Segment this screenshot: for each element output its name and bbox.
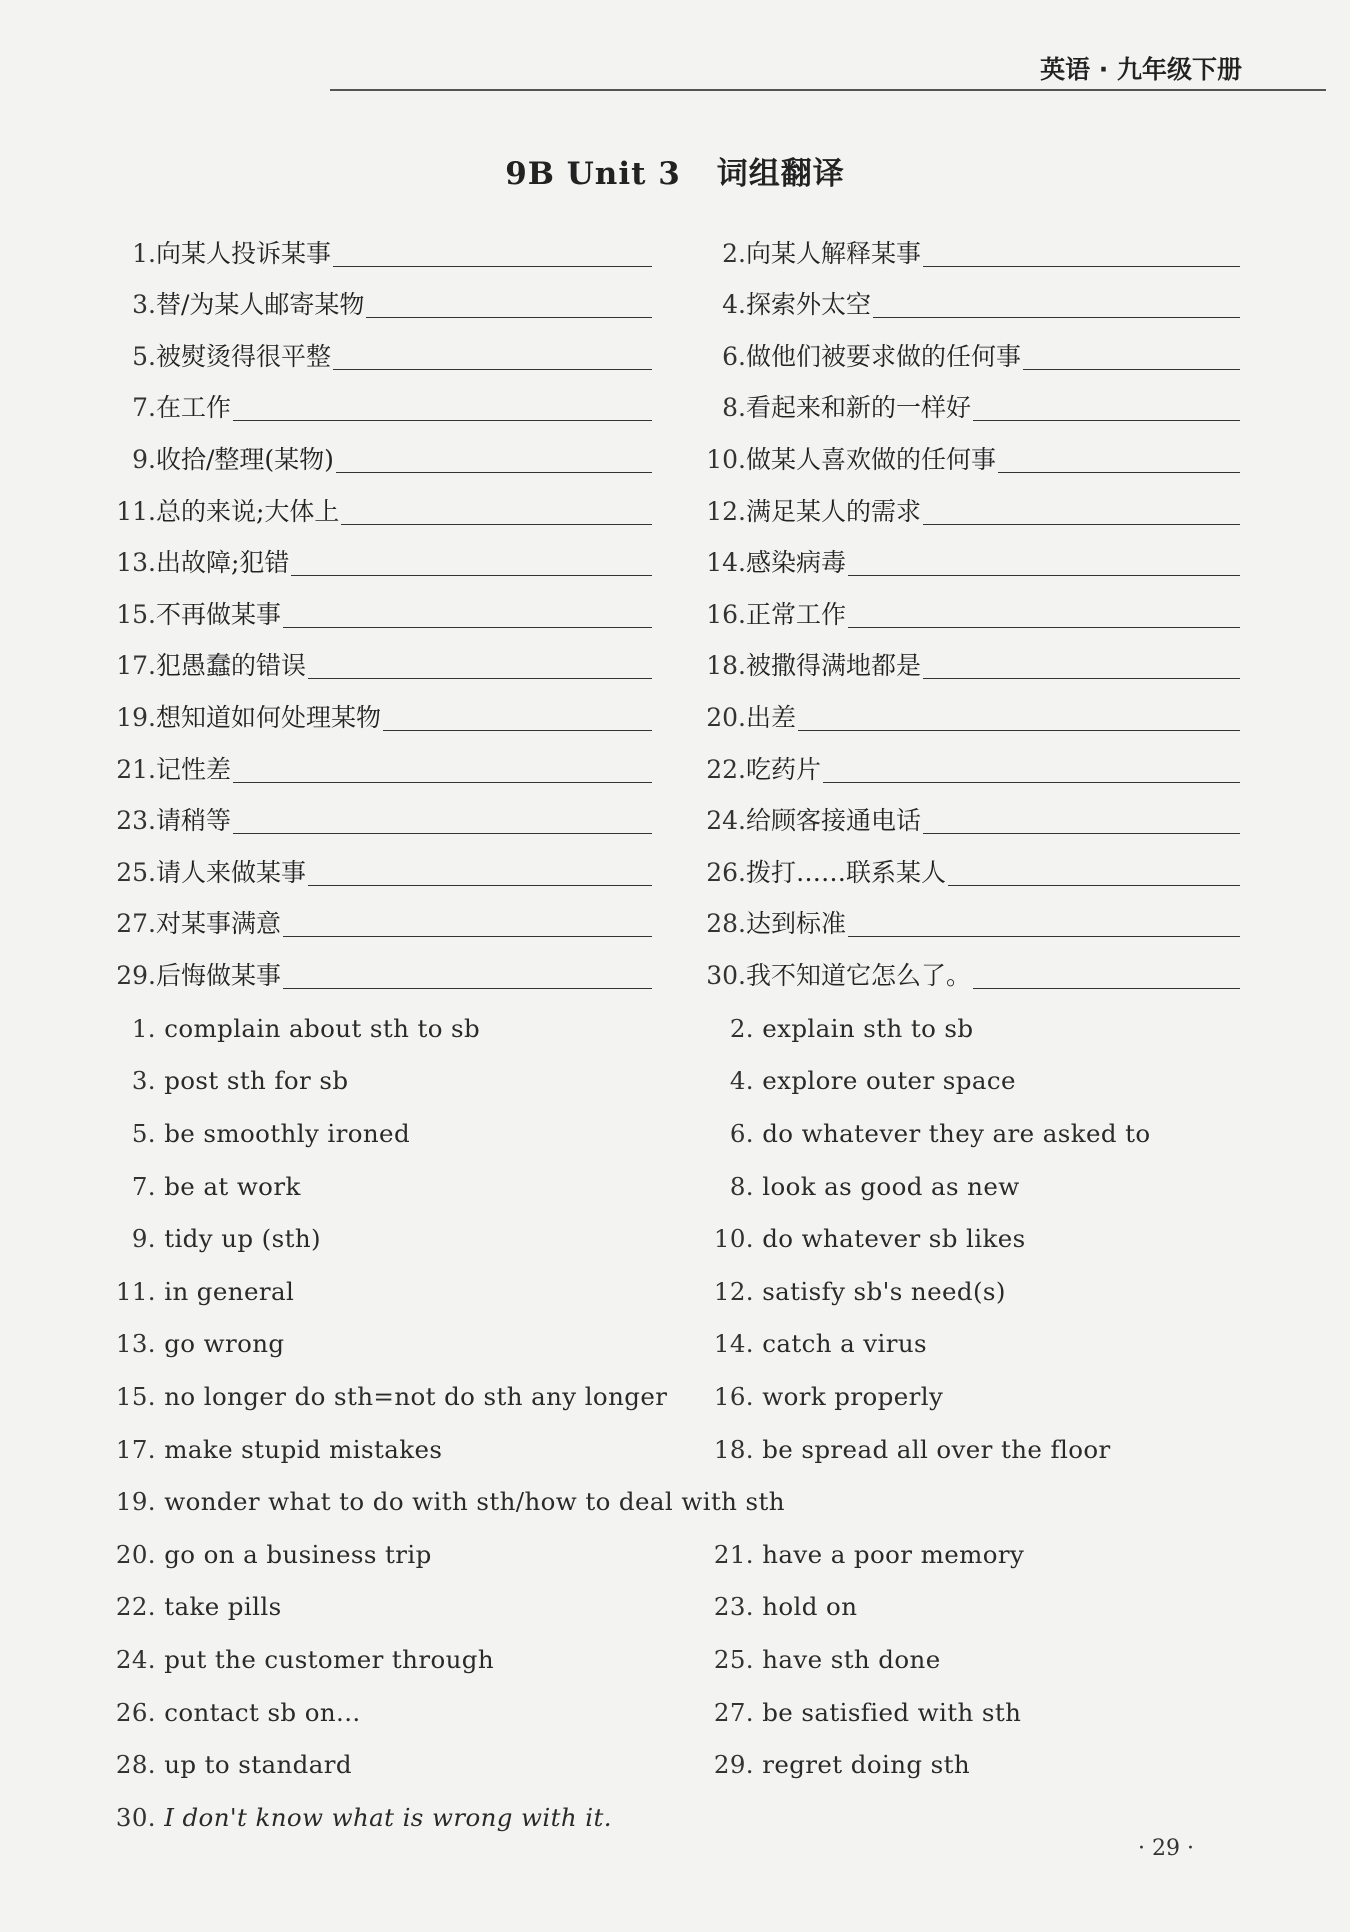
answer-text: do whatever sb likes [762,1224,1026,1254]
phrase-item [112,741,664,793]
answer-item [112,1212,702,1265]
item-number: 15. [115,1381,156,1411]
answer-text: put the customer through [164,1644,495,1674]
answer-item [702,1370,1240,1423]
answer-text: up to standard [164,1750,352,1780]
answer-item [702,1318,1240,1371]
answer-item [112,1318,702,1371]
phrase-item [112,793,664,845]
page-number: · 29 · [1138,1836,1194,1861]
answer-item [702,1160,1240,1213]
item-number: 9. [131,1224,156,1254]
item-number: 10. [713,1224,754,1254]
phrase-text: 吃药片 [746,754,822,784]
answer-text: explain sth to sb [762,1013,974,1043]
item-number: 27. [116,909,156,939]
answer-item [112,1423,702,1476]
page-header: 英语 · 九年级下册 [1040,55,1242,84]
item-number: 5. [132,341,156,371]
answer-blank[interactable] [333,369,652,370]
answer-blank[interactable] [291,575,652,576]
answer-item [112,1633,702,1686]
phrase-item [694,277,1240,329]
phrase-item [112,535,664,587]
answer-text: wonder what to do with sth/how to deal with sth [164,1487,785,1517]
item-number: 21. [116,754,156,784]
phrase-text: 不再做某事 [156,599,282,629]
phrase-text: 在工作 [156,393,232,423]
answer-item [112,1055,702,1108]
answer-text: be spread all over the floor [762,1434,1111,1464]
answer-item [112,1686,702,1739]
phrase-text: 给顾客接通电话 [746,806,922,836]
item-number: 6. [722,341,746,371]
item-number: 21. [713,1539,754,1569]
answer-item [702,1107,1240,1160]
answer-text: have a poor memory [762,1539,1025,1569]
item-number: 2. [729,1013,754,1043]
answer-text: regret doing sth [762,1750,971,1780]
answer-blank[interactable] [798,730,1240,731]
item-number: 13. [116,548,156,578]
answer-item [112,1475,1240,1528]
phrase-item [694,793,1240,845]
answer-item [112,1002,702,1055]
phrase-item [694,586,1240,638]
phrase-text: 向某人解释某事 [746,238,922,268]
phrase-text: 替/为某人邮寄某物 [156,290,365,320]
phrase-item [112,947,664,999]
item-number: 11. [115,1276,156,1306]
phrase-text: 犯愚蠢的错误 [156,651,307,681]
item-number: 29. [116,960,156,990]
answer-text: look as good as new [762,1171,1020,1201]
page-title [0,148,1350,193]
answer-item [702,1212,1240,1265]
item-number: 8. [729,1171,754,1201]
item-number: 29. [713,1750,754,1780]
item-number: 23. [713,1592,754,1622]
answer-blank[interactable] [383,730,652,731]
answer-blank[interactable] [333,266,652,267]
item-number: 16. [713,1381,754,1411]
item-number: 23. [116,806,156,836]
answer-text: go wrong [164,1329,285,1359]
header-rule [330,89,1326,91]
phrase-text: 达到标准 [746,909,847,939]
item-number: 26. [115,1697,156,1727]
phrase-item [694,947,1240,999]
item-number: 25. [116,857,156,887]
answer-blank[interactable] [366,317,652,318]
item-number: 30. [115,1802,156,1832]
item-number: 20. [706,702,746,732]
answer-item [702,1528,1240,1581]
phrase-text: 出故障;犯错 [156,548,290,578]
answer-text: satisfy sb's need(s) [762,1276,1006,1306]
item-number: 6. [729,1118,754,1148]
answer-text: complain about sth to sb [164,1013,481,1043]
phrase-text: 做他们被要求做的任何事 [746,341,1022,371]
answer-text: post sth for sb [164,1066,349,1096]
phrase-item [112,689,664,741]
answer-text: take pills [164,1592,282,1622]
answer-blank[interactable] [848,936,1240,937]
answer-item [702,1002,1240,1055]
phrase-text: 被撒得满地都是 [746,651,922,681]
answer-blank[interactable] [283,936,652,937]
phrase-text: 出差 [746,702,797,732]
phrase-item [112,380,664,432]
phrase-item [694,689,1240,741]
answer-blank[interactable] [923,678,1240,679]
item-number: 30. [706,960,746,990]
phrase-text: 满足某人的需求 [746,496,922,526]
answer-text: explore outer space [762,1066,1016,1096]
item-number: 28. [706,909,746,939]
phrase-text: 探索外太空 [746,290,872,320]
phrase-text: 收拾/整理(某物) [156,444,334,474]
answer-blank[interactable] [341,524,652,525]
answer-text: hold on [762,1592,858,1622]
item-number: 1. [132,238,156,268]
item-number: 24. [706,806,746,836]
item-number: 9. [132,444,156,474]
answer-item [112,1791,1240,1844]
item-number: 19. [116,702,156,732]
answer-blank[interactable] [233,420,652,421]
title-unit: 9B Unit 3 [505,156,681,192]
answer-blank[interactable] [233,782,652,783]
item-number: 7. [131,1171,156,1201]
item-number: 8. [722,393,746,423]
phrase-item [112,844,664,896]
answer-item [702,1423,1240,1476]
answer-blank[interactable] [998,472,1240,473]
answer-item [112,1370,702,1423]
phrase-text: 看起来和新的一样好 [746,393,972,423]
item-number: 26. [706,857,746,887]
item-number: 17. [115,1434,156,1464]
phrase-item [694,483,1240,535]
answer-item [702,1265,1240,1318]
phrase-text: 后悔做某事 [156,960,282,990]
phrase-item [112,225,664,277]
phrase-item [694,741,1240,793]
phrase-item [694,844,1240,896]
item-number: 13. [115,1329,156,1359]
answer-blank[interactable] [1023,369,1240,370]
answer-text: have sth done [762,1644,941,1674]
phrase-text: 被熨烫得很平整 [156,341,332,371]
item-number: 1. [131,1013,156,1043]
answer-blank[interactable] [973,420,1240,421]
item-number: 4. [729,1066,754,1096]
title-subject: 词组翻译 [716,156,845,192]
item-number: 2. [722,238,746,268]
phrase-text: 做某人喜欢做的任何事 [746,444,997,474]
phrase-item [694,380,1240,432]
item-number: 11. [116,496,156,526]
item-number: 12. [713,1276,754,1306]
phrase-item [694,535,1240,587]
item-number: 12. [706,496,746,526]
answer-text: contact sb on... [164,1697,361,1727]
answer-text: go on a business trip [164,1539,432,1569]
answer-item [112,1581,702,1634]
answer-item [702,1633,1240,1686]
answer-blank[interactable] [923,524,1240,525]
item-number: 27. [713,1697,754,1727]
phrase-text: 记性差 [156,754,232,784]
phrase-item [694,225,1240,277]
phrase-text: 对某事满意 [156,909,282,939]
item-number: 22. [706,754,746,784]
item-number: 7. [132,393,156,423]
answer-blank[interactable] [923,833,1240,834]
item-number: 15. [116,599,156,629]
phrase-text: 我不知道它怎么了。 [746,960,972,990]
answer-text: be at work [164,1171,301,1201]
answer-blank[interactable] [948,885,1240,886]
chinese-phrase-list [112,225,1240,999]
phrase-text: 总的来说;大体上 [156,496,340,526]
answer-item [112,1738,702,1791]
phrase-item [112,328,664,380]
item-number: 14. [713,1329,754,1359]
item-number: 25. [713,1644,754,1674]
phrase-item [112,896,664,948]
phrase-item [694,638,1240,690]
answer-text: be satisfied with sth [762,1697,1022,1727]
answer-blank[interactable] [283,988,652,989]
answer-text: be smoothly ironed [164,1118,411,1148]
item-number: 10. [706,444,746,474]
item-number: 20. [115,1539,156,1569]
phrase-text: 想知道如何处理某物 [156,702,382,732]
phrase-item [694,328,1240,380]
phrase-text: 感染病毒 [746,548,847,578]
phrase-item [694,896,1240,948]
answer-blank[interactable] [823,782,1240,783]
answer-item [112,1265,702,1318]
item-number: 24. [115,1644,156,1674]
phrase-item [112,431,664,483]
phrase-text: 请稍等 [156,806,232,836]
item-number: 18. [713,1434,754,1464]
answer-item [112,1160,702,1213]
answer-item [702,1055,1240,1108]
item-number: 14. [706,548,746,578]
answer-text: in general [164,1276,295,1306]
answer-blank[interactable] [308,678,652,679]
answer-text: make stupid mistakes [164,1434,443,1464]
answer-blank[interactable] [923,266,1240,267]
answer-text: work properly [762,1381,944,1411]
answer-blank[interactable] [873,317,1240,318]
phrase-item [112,277,664,329]
phrase-text: 拨打……联系某人 [746,857,947,887]
phrase-item [112,586,664,638]
item-number: 28. [115,1750,156,1780]
item-number: 3. [132,290,156,320]
answer-text: do whatever they are asked to [762,1118,1151,1148]
answer-blank[interactable] [848,627,1240,628]
answer-key-list [112,1002,1240,1844]
item-number: 19. [115,1487,156,1517]
answer-item [702,1686,1240,1739]
answer-item [112,1107,702,1160]
phrase-item [112,638,664,690]
phrase-item [694,431,1240,483]
item-number: 3. [131,1066,156,1096]
phrase-text: 向某人投诉某事 [156,238,332,268]
phrase-text: 正常工作 [746,599,847,629]
item-number: 16. [706,599,746,629]
phrase-item [112,483,664,535]
answer-item [112,1528,702,1581]
answer-blank[interactable] [973,988,1240,989]
answer-blank[interactable] [233,833,652,834]
answer-text: no longer do sth=not do sth any longer [164,1381,668,1411]
answer-blank[interactable] [336,472,652,473]
answer-text: catch a virus [762,1329,927,1359]
answer-text: tidy up (sth) [164,1224,321,1254]
answer-blank[interactable] [848,575,1240,576]
item-number: 17. [116,651,156,681]
answer-item [702,1738,1240,1791]
answer-text: I don't know what is wrong with it. [164,1802,612,1832]
phrase-text: 请人来做某事 [156,857,307,887]
answer-blank[interactable] [283,627,652,628]
item-number: 22. [115,1592,156,1622]
answer-item [702,1581,1240,1634]
item-number: 5. [131,1118,156,1148]
item-number: 4. [722,290,746,320]
item-number: 18. [706,651,746,681]
answer-blank[interactable] [308,885,652,886]
